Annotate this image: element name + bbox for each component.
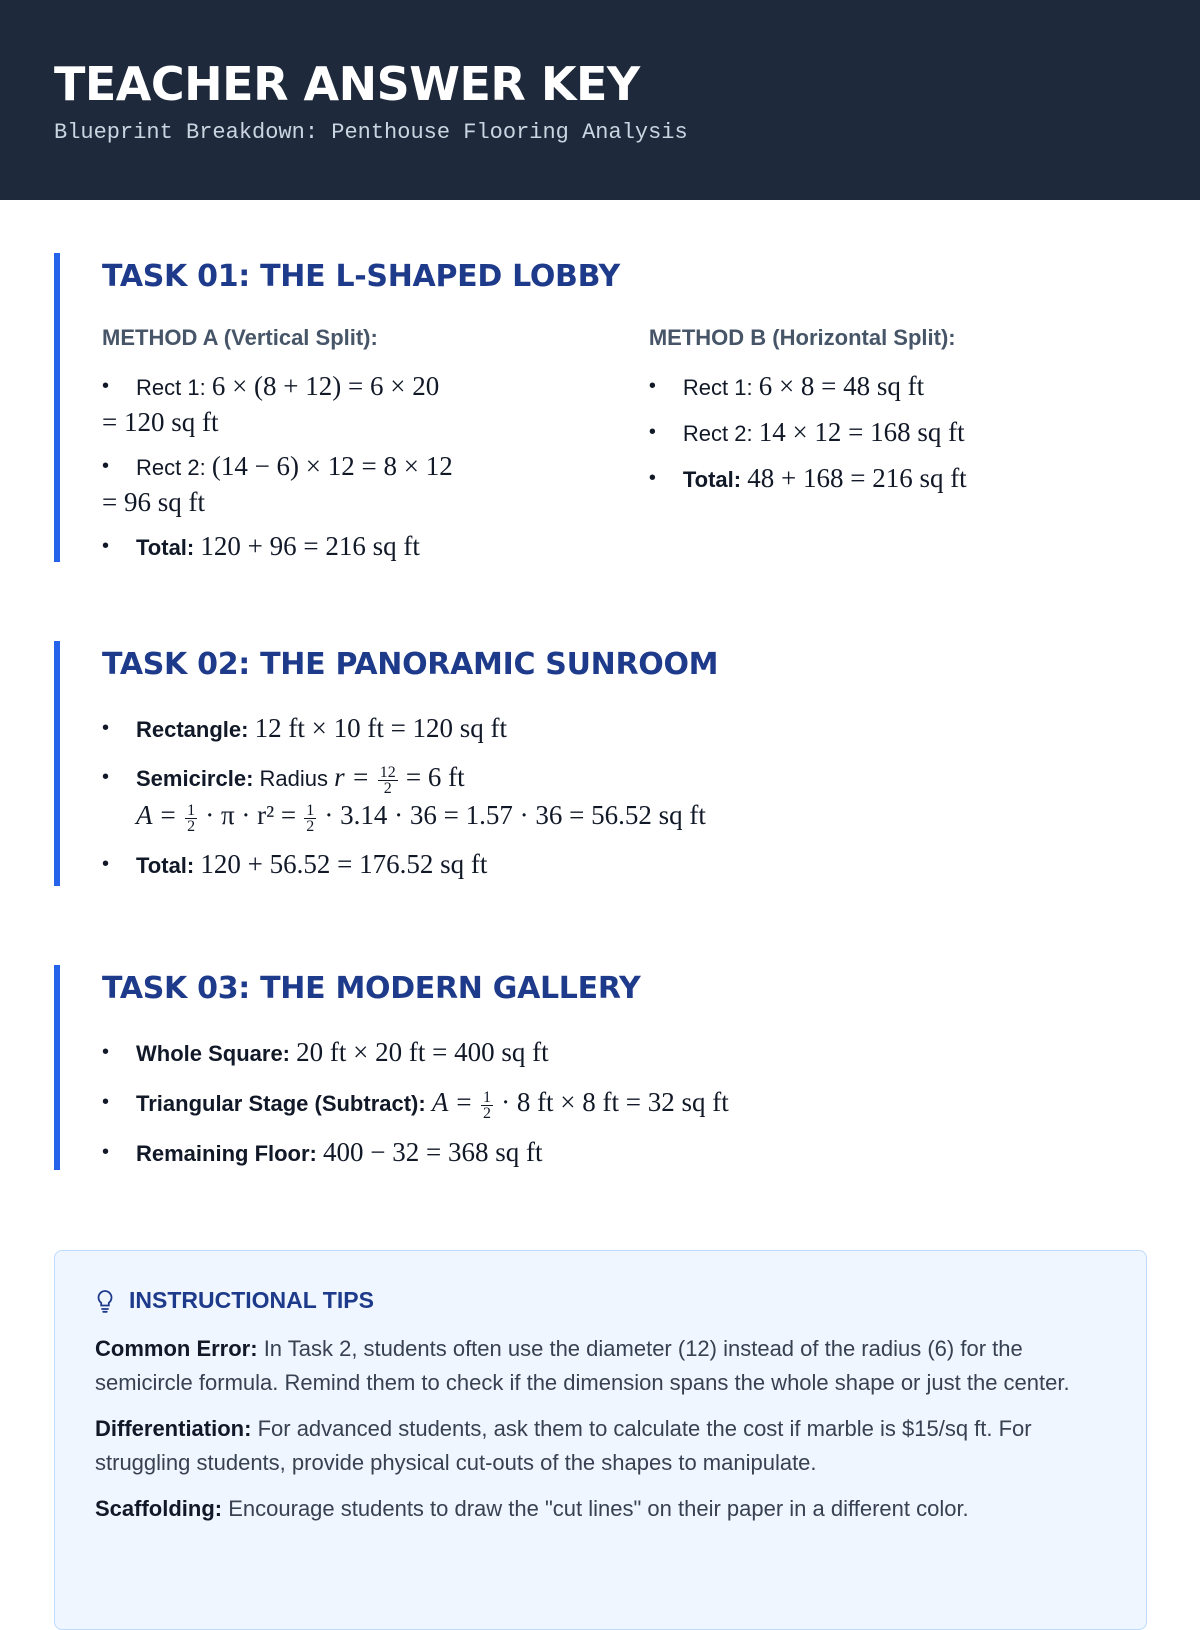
tips-heading: INSTRUCTIONAL TIPS xyxy=(95,1287,1106,1314)
list-item: • Rectangle: 12 ft × 10 ft = 120 sq ft xyxy=(102,711,1146,747)
method-b xyxy=(649,325,1146,575)
list-item: • Whole Square: 20 ft × 20 ft = 400 sq ft xyxy=(102,1035,1146,1071)
list-item: • Rect 2: (14 − 6) × 12 = 8 × 12 = 96 sq ft xyxy=(102,449,649,519)
task-02-title: TASK 02: THE PANORAMIC SUNROOM xyxy=(102,647,719,682)
task-01-methods xyxy=(102,325,1146,575)
page-subtitle: Blueprint Breakdown: Penthouse Flooring Analysis xyxy=(54,120,688,145)
list-item: • Total: 120 + 56.52 = 176.52 sq ft xyxy=(102,847,1146,883)
task-03-title: TASK 03: THE MODERN GALLERY xyxy=(102,971,641,1006)
tip-differentiation: Differentiation: For advanced students, ask them to calculate the cost if marble is $15/sq ft. For struggling students, provide physical cut-outs of the shapes to manipulate. xyxy=(95,1416,1032,1475)
list-item: • Semicircle: Radius r = $\frac{12}{2}$ = 6 ft A = $\frac{1}{2}$ · π · r² = $\frac{1}{2}$ · 3.14 · 36 = 1.57 · 36 = 56.52 sq ft xyxy=(102,759,1146,835)
task-02-section xyxy=(54,641,1146,886)
list-item: • Rect 2: 14 × 12 = 168 sq ft xyxy=(649,415,1146,451)
list-item: • Rect 1: 6 × (8 + 12) = 6 × 20 = 120 sq ft xyxy=(102,369,649,439)
task-03-section xyxy=(54,965,1146,1170)
method-a xyxy=(102,325,649,575)
list-item: • Remaining Floor: 400 − 32 = 368 sq ft xyxy=(102,1135,1146,1171)
page-header xyxy=(0,0,1200,200)
tip-common-error: Common Error: In Task 2, students often use the diameter (12) instead of the radius (6) for the semicircle formula. Remind them to check if the dimension spans the whole shape or just the center. xyxy=(95,1336,1070,1395)
tip-scaffolding: Scaffolding: Encourage students to draw the "cut lines" on their paper in a different color. xyxy=(95,1496,969,1521)
list-item: • Triangular Stage (Subtract): A = $\frac{1}{2}$ · 8 ft × 8 ft = 32 sq ft xyxy=(102,1085,1146,1121)
list-item: • Total: 120 + 96 = 216 sq ft xyxy=(102,529,649,565)
instructional-tips-panel xyxy=(54,1250,1147,1630)
list-item: • Total: 48 + 168 = 216 sq ft xyxy=(649,461,1146,497)
lightbulb-icon xyxy=(95,1289,115,1313)
list-item: • Rect 1: 6 × 8 = 48 sq ft xyxy=(649,369,1146,405)
page-title: TEACHER ANSWER KEY xyxy=(54,57,640,111)
task-01-section xyxy=(54,253,1146,562)
method-b-heading: METHOD B (Horizontal Split): xyxy=(648,325,956,350)
task-01-title: TASK 01: THE L-SHAPED LOBBY xyxy=(102,259,620,294)
method-a-heading: METHOD A (Vertical Split): xyxy=(102,325,378,350)
